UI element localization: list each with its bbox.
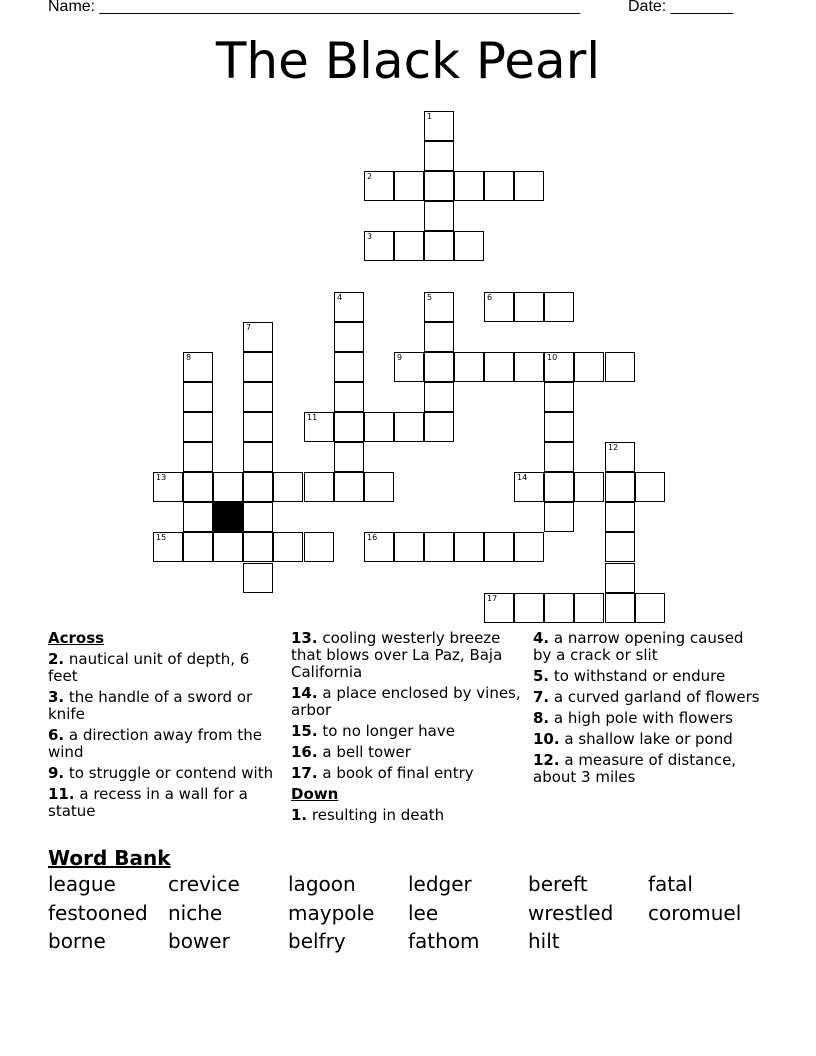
- crossword-cell[interactable]: [574, 472, 604, 502]
- clue-down-12: 12. a measure of distance, about 3 miles: [533, 751, 737, 786]
- down-heading: Down: [291, 785, 339, 803]
- crossword-cell[interactable]: [243, 412, 273, 442]
- across-heading: Across: [48, 629, 105, 647]
- crossword-cell[interactable]: [424, 412, 454, 442]
- crossword-cell[interactable]: [243, 502, 273, 532]
- crossword-cell[interactable]: [514, 171, 544, 201]
- clue-number: 4: [337, 293, 343, 302]
- clue-down-10: 10. a shallow lake or pond: [533, 730, 733, 748]
- clue-across-17: 17. a book of final entry: [291, 764, 474, 782]
- crossword-cell[interactable]: [243, 532, 273, 562]
- crossword-cell[interactable]: [364, 412, 394, 442]
- crossword-cell[interactable]: [183, 472, 213, 502]
- word-bank-word: hilt: [528, 929, 560, 953]
- crossword-cell[interactable]: [364, 231, 394, 261]
- crossword-cell[interactable]: [544, 472, 574, 502]
- clue-number: 5: [427, 293, 433, 302]
- crossword-cell[interactable]: [544, 292, 574, 322]
- word-bank-word: lee: [408, 900, 439, 925]
- crossword-cell[interactable]: [424, 292, 454, 322]
- crossword-cell[interactable]: [514, 532, 544, 562]
- crossword-cell[interactable]: [424, 322, 454, 352]
- word-bank-word: bower: [168, 929, 230, 953]
- clue-number: 2: [367, 172, 373, 181]
- crossword-cell[interactable]: [394, 171, 424, 201]
- crossword-cell[interactable]: [514, 292, 544, 322]
- crossword-cell[interactable]: [304, 412, 334, 442]
- crossword-cell[interactable]: [304, 532, 334, 562]
- crossword-cell[interactable]: [183, 502, 213, 532]
- clue-across-9: 9. to struggle or contend with: [48, 764, 274, 782]
- crossword-block-cell: [213, 502, 243, 532]
- crossword-cell[interactable]: [183, 442, 213, 472]
- crossword-cell[interactable]: [424, 171, 454, 201]
- crossword-cell[interactable]: [394, 231, 424, 261]
- crossword-cell[interactable]: [635, 472, 665, 502]
- crossword-cell[interactable]: [424, 532, 454, 562]
- crossword-cell[interactable]: [514, 352, 544, 382]
- word-bank-word: belfry: [288, 929, 346, 953]
- crossword-cell[interactable]: [183, 352, 213, 382]
- clue-number: 13: [156, 473, 167, 482]
- crossword-cell[interactable]: [454, 171, 484, 201]
- crossword-cell[interactable]: [514, 593, 544, 623]
- crossword-cell[interactable]: [605, 472, 635, 502]
- crossword-cell[interactable]: [334, 382, 364, 412]
- word-bank-word: festooned: [48, 900, 148, 925]
- crossword-cell[interactable]: [213, 532, 243, 562]
- clue-number: 3: [367, 232, 373, 241]
- crossword-cell[interactable]: [243, 563, 273, 593]
- clue-across-6: 6. a direction away from the wind: [48, 726, 262, 761]
- date-field-label: Date: _______: [628, 0, 733, 15]
- crossword-cell[interactable]: [514, 472, 544, 502]
- clue-number: 9: [397, 353, 403, 362]
- crossword-cell[interactable]: [454, 352, 484, 382]
- clues-column-3: [533, 630, 763, 790]
- crossword-cell[interactable]: [424, 111, 454, 141]
- crossword-cell[interactable]: [183, 532, 213, 562]
- word-bank-word: wrestled: [528, 900, 614, 925]
- word-bank-word: maypole: [288, 900, 375, 925]
- crossword-cell[interactable]: [424, 141, 454, 171]
- clue-number: 11: [307, 413, 318, 422]
- word-bank-word: fatal: [648, 872, 693, 896]
- crossword-cell[interactable]: [334, 292, 364, 322]
- crossword-cell[interactable]: [394, 352, 424, 382]
- crossword-cell[interactable]: [183, 382, 213, 412]
- word-bank-word: crevice: [168, 872, 240, 896]
- clues-column-2: [291, 630, 523, 828]
- page-title: The Black Pearl: [215, 32, 601, 90]
- clue-number: 15: [156, 533, 167, 542]
- crossword-cell[interactable]: [424, 231, 454, 261]
- name-field-label: Name: ______________________________________________________: [48, 0, 581, 15]
- crossword-cell[interactable]: [454, 231, 484, 261]
- crossword-cell[interactable]: [544, 442, 574, 472]
- clue-across-16: 16. a bell tower: [291, 743, 411, 761]
- crossword-cell[interactable]: [364, 472, 394, 502]
- clue-across-14: 14. a place enclosed by vines, arbor: [291, 684, 521, 719]
- crossword-cell[interactable]: [635, 593, 665, 623]
- crossword-cell[interactable]: [424, 352, 454, 382]
- clue-number: 12: [608, 443, 619, 452]
- crossword-cell[interactable]: [605, 442, 635, 472]
- clue-number: 6: [487, 293, 493, 302]
- crossword-cell[interactable]: [243, 442, 273, 472]
- crossword-cell[interactable]: [484, 352, 514, 382]
- crossword-cell[interactable]: [605, 502, 635, 532]
- crossword-cell[interactable]: [153, 472, 183, 502]
- crossword-cell[interactable]: [334, 412, 364, 442]
- crossword-cell[interactable]: [484, 171, 514, 201]
- word-bank-word: bereft: [528, 872, 588, 896]
- clue-down-4: 4. a narrow opening caused by a crack or slit: [533, 629, 744, 664]
- clue-across-13: 13. cooling westerly breeze that blows over La Paz, Baja California: [291, 629, 503, 681]
- crossword-cell[interactable]: [394, 532, 424, 562]
- crossword-cell[interactable]: [574, 352, 604, 382]
- word-bank-word: fathom: [408, 929, 480, 953]
- crossword-cell[interactable]: [334, 352, 364, 382]
- word-bank-word: coromuel: [648, 900, 742, 925]
- crossword-cell[interactable]: [213, 472, 243, 502]
- clue-down-8: 8. a high pole with flowers: [533, 709, 733, 727]
- clue-number: 7: [246, 323, 252, 332]
- crossword-cell[interactable]: [484, 532, 514, 562]
- clue-across-11: 11. a recess in a wall for a statue: [48, 785, 248, 820]
- clue-down-7: 7. a curved garland of flowers: [533, 688, 760, 706]
- crossword-cell[interactable]: [334, 322, 364, 352]
- crossword-cell[interactable]: [243, 352, 273, 382]
- clue-down-1: 1. resulting in death: [291, 806, 445, 824]
- crossword-cell[interactable]: [394, 412, 424, 442]
- crossword-cell[interactable]: [605, 352, 635, 382]
- crossword-cell[interactable]: [243, 382, 273, 412]
- crossword-cell[interactable]: [364, 171, 394, 201]
- clue-across-15: 15. to no longer have: [291, 722, 455, 740]
- crossword-cell[interactable]: [364, 532, 394, 562]
- clue-number: 1: [427, 112, 433, 121]
- clue-number: 14: [517, 473, 528, 482]
- clue-number: 17: [487, 594, 498, 603]
- clue-across-2: 2. nautical unit of depth, 6 feet: [48, 650, 250, 685]
- crossword-cell[interactable]: [243, 472, 273, 502]
- crossword-cell[interactable]: [273, 532, 303, 562]
- crossword-cell[interactable]: [334, 472, 364, 502]
- crossword-cell[interactable]: [304, 472, 334, 502]
- crossword-cell[interactable]: [544, 502, 574, 532]
- crossword-cell[interactable]: [605, 532, 635, 562]
- clue-number: 8: [186, 353, 192, 362]
- clue-number: 16: [367, 533, 378, 542]
- crossword-cell[interactable]: [153, 532, 183, 562]
- crossword-cell[interactable]: [544, 412, 574, 442]
- clues-column-1: [48, 630, 278, 824]
- crossword-cell[interactable]: [544, 382, 574, 412]
- word-bank-word: borne: [48, 929, 106, 953]
- crossword-cell[interactable]: [334, 442, 364, 472]
- crossword-cell[interactable]: [183, 412, 213, 442]
- crossword-cell[interactable]: [544, 352, 574, 382]
- crossword-cell[interactable]: [243, 322, 273, 352]
- crossword-cell[interactable]: [544, 593, 574, 623]
- crossword-cell[interactable]: [574, 593, 604, 623]
- clue-across-3: 3. the handle of a sword or knife: [48, 688, 253, 723]
- crossword-cell[interactable]: [454, 532, 484, 562]
- word-bank-word: ledger: [408, 872, 472, 896]
- crossword-cell[interactable]: [605, 593, 635, 623]
- crossword-cell[interactable]: [424, 382, 454, 412]
- clue-number: 10: [547, 353, 558, 362]
- clue-down-5: 5. to withstand or endure: [533, 667, 726, 685]
- crossword-cell[interactable]: [484, 292, 514, 322]
- word-bank-word: niche: [168, 900, 223, 925]
- crossword-cell[interactable]: [484, 593, 514, 623]
- crossword-cell[interactable]: [424, 201, 454, 231]
- word-bank-word: league: [48, 872, 116, 896]
- word-bank-word: lagoon: [288, 872, 356, 896]
- crossword-cell[interactable]: [605, 563, 635, 593]
- crossword-cell[interactable]: [273, 472, 303, 502]
- word-bank-title: Word Bank: [48, 846, 171, 870]
